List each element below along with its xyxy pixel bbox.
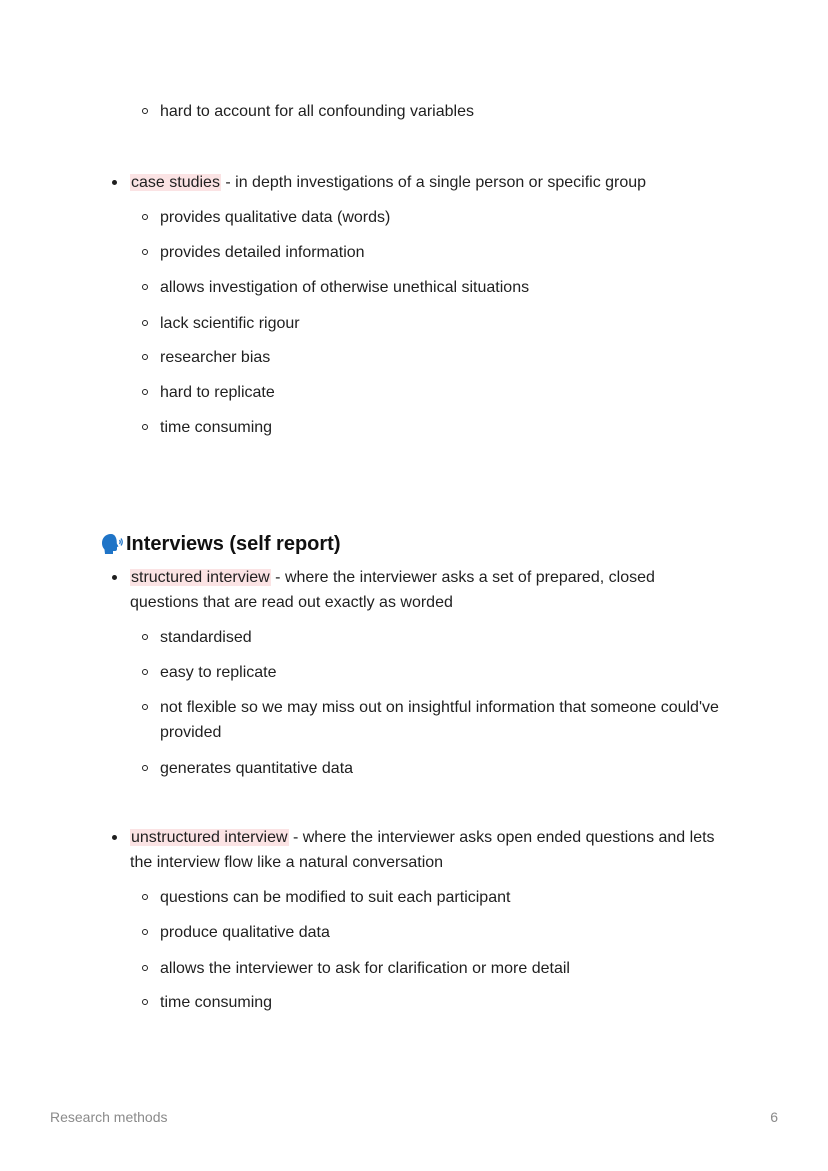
list-item: generates quantitative data <box>160 756 720 781</box>
highlighted-term: unstructured interview <box>131 829 288 846</box>
list-item: easy to replicate <box>160 660 720 685</box>
list-item: lack scientific rigour <box>160 311 720 336</box>
footer-title: Research methods <box>50 1109 168 1125</box>
list-item: standardised <box>160 625 720 650</box>
list-item: researcher bias <box>160 345 720 370</box>
highlighted-term: structured interview <box>131 569 270 586</box>
list-item: not flexible so we may miss out on insightful information that someone could've provided <box>160 695 720 745</box>
list-item: provides detailed information <box>160 240 720 265</box>
list-item: hard to replicate <box>160 380 720 405</box>
case-studies-item <box>130 170 720 195</box>
section-heading <box>100 530 341 558</box>
heading-text: Interviews (self report) <box>126 533 341 555</box>
definition-text: - where the interviewer asks a set of prepared, closed questions that are read out exactly as worded <box>130 569 655 611</box>
definition-text: - in depth investigations of a single person or specific group <box>220 174 647 191</box>
structured-interview-item <box>130 565 720 615</box>
list-item: time consuming <box>160 990 720 1015</box>
list-item: hard to account for all confounding variables <box>160 99 720 124</box>
speaking-head-icon <box>100 532 124 556</box>
list-item: questions can be modified to suit each participant <box>160 885 720 910</box>
list-item: produce qualitative data <box>160 920 720 945</box>
list-item: allows the interviewer to ask for clarification or more detail <box>160 956 720 981</box>
list-item: provides qualitative data (words) <box>160 205 720 230</box>
definition-text: - where the interviewer asks open ended questions and lets the interview flow like a natural conversation <box>130 829 715 871</box>
list-item: time consuming <box>160 415 720 440</box>
unstructured-interview-item <box>130 825 720 875</box>
list-item: allows investigation of otherwise unethical situations <box>160 275 720 300</box>
page-number: 6 <box>770 1109 778 1125</box>
highlighted-term: case studies <box>131 174 220 191</box>
